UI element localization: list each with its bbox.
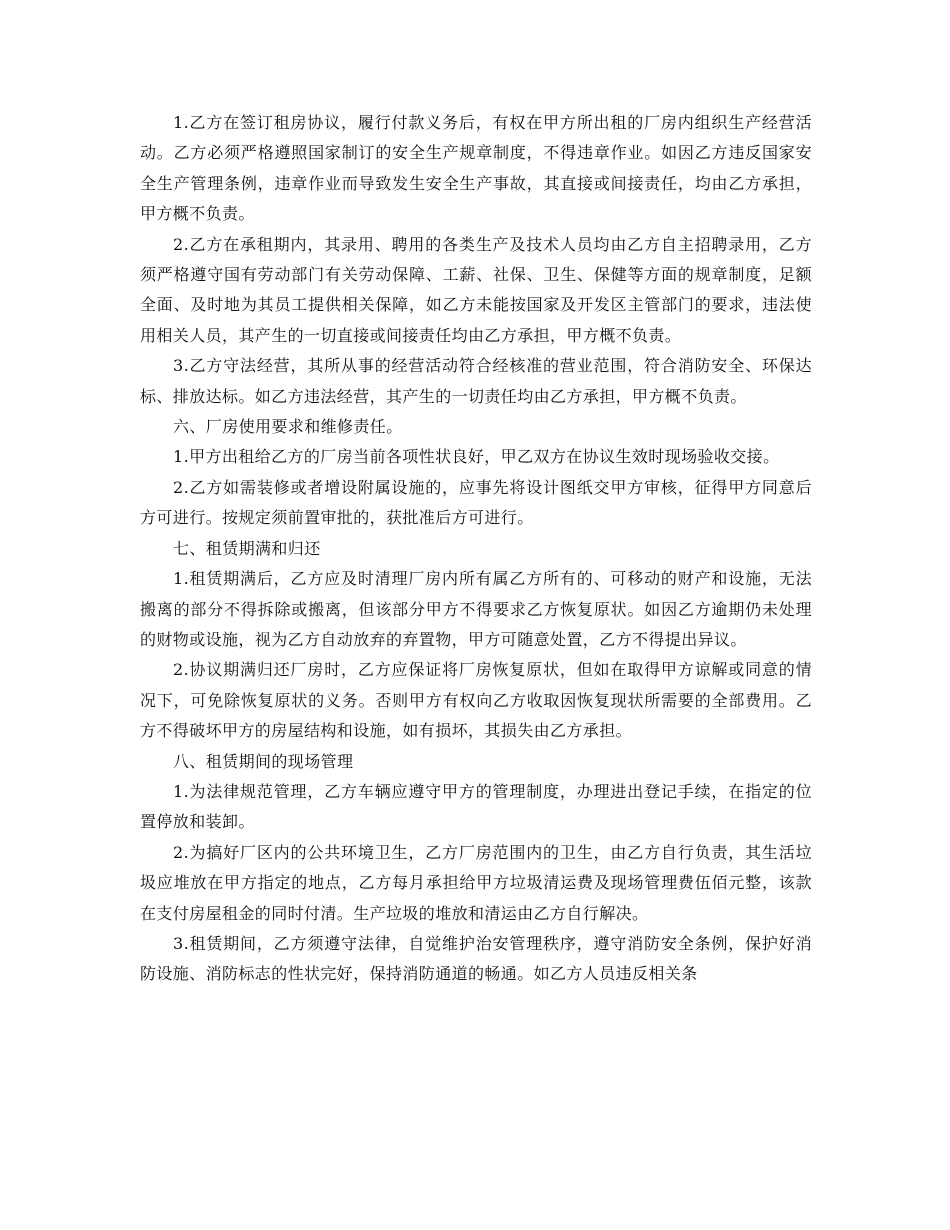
paragraph-7-2: 2.协议期满归还厂房时，乙方应保证将厂房恢复原状，但如在取得甲方谅解或同意的情况下，可免除恢复原状的义务。否则甲方有权向乙方收取因恢复现状所需要的全部费用。乙方不得破坏甲方的房屋结构和设施，如有损坏，其损失由乙方承担。 — [140, 660, 812, 741]
paragraph-8-1: 1.为法律规范管理，乙方车辆应遵守甲方的管理制度，办理进出登记手续，在指定的位置停放和装卸。 — [140, 781, 812, 832]
paragraph-6-2: 2.乙方如需装修或者增设附属设施的，应事先将设计图纸交甲方审核，征得甲方同意后方可进行。按规定须前置审批的，获批准后方可进行。 — [140, 477, 812, 528]
paragraph-1: 1.乙方在签订租房协议，履行付款义务后，有权在甲方所出租的厂房内组织生产经营活动。乙方必须严格遵照国家制订的安全生产规章制度，不得违章作业。如因乙方违反国家安全生产管理条例，违章作业而导致发生安全生产事故，其直接或间接责任，均由乙方承担，甲方概不负责。 — [140, 113, 812, 224]
paragraph-3: 3.乙方守法经营，其所从事的经营活动符合经核准的营业范围，符合消防安全、环保达标、排放达标。如乙方违法经营，其产生的一切责任均由乙方承担，甲方概不负责。 — [140, 356, 812, 406]
paragraph-8-2: 2.为搞好厂区内的公共环境卫生，乙方厂房范围内的卫生，由乙方自行负责，其生活垃圾应堆放在甲方指定的地点，乙方每月承担给甲方垃圾清运费及现场管理费伍佰元整，该款在支付房屋租金的同时付清。生产垃圾的堆放和清运由乙方自行解决。 — [140, 842, 812, 923]
paragraph-7-1: 1.租赁期满后，乙方应及时清理厂房内所有属乙方所有的、可移动的财产和设施，无法搬离的部分不得拆除或搬离，但该部分甲方不得要求乙方恢复原状。如因乙方逾期仍未处理的财物或设施，视为乙方自动放弃的弃置物，甲方可随意处置，乙方不得提出异议。 — [140, 569, 812, 649]
section-heading-8: 八、租赁期间的现场管理 — [173, 751, 354, 771]
paragraph-2: 2.乙方在承租期内，其录用、聘用的各类生产及技术人员均由乙方自主招聘录用，乙方须严格遵守国有劳动部门有关劳动保障、工薪、社保、卫生、保健等方面的规章制度，足额全面、及时地为其员工提供相关保障，如乙方未能按国家及开发区主管部门的要求，违法使用相关人员，其产生的一切直接或间接责任均由乙方承担，甲方概不负责。 — [140, 234, 812, 345]
paragraph-8-3: 3.租赁期间，乙方须遵守法律，自觉维护治安管理秩序，遵守消防安全条例，保护好消防设施、消防标志的性状完好，保持消防通道的畅通。如乙方人员违反相关条 — [140, 933, 812, 984]
section-heading-6: 六、厂房使用要求和维修责任。 — [173, 417, 403, 437]
paragraph-6-1: 1.甲方出租给乙方的厂房当前各项性状良好，甲乙双方在协议生效时现场验收交接。 — [173, 447, 780, 467]
section-heading-7: 七、租赁期满和归还 — [173, 538, 321, 558]
document-page — [140, 108, 812, 990]
